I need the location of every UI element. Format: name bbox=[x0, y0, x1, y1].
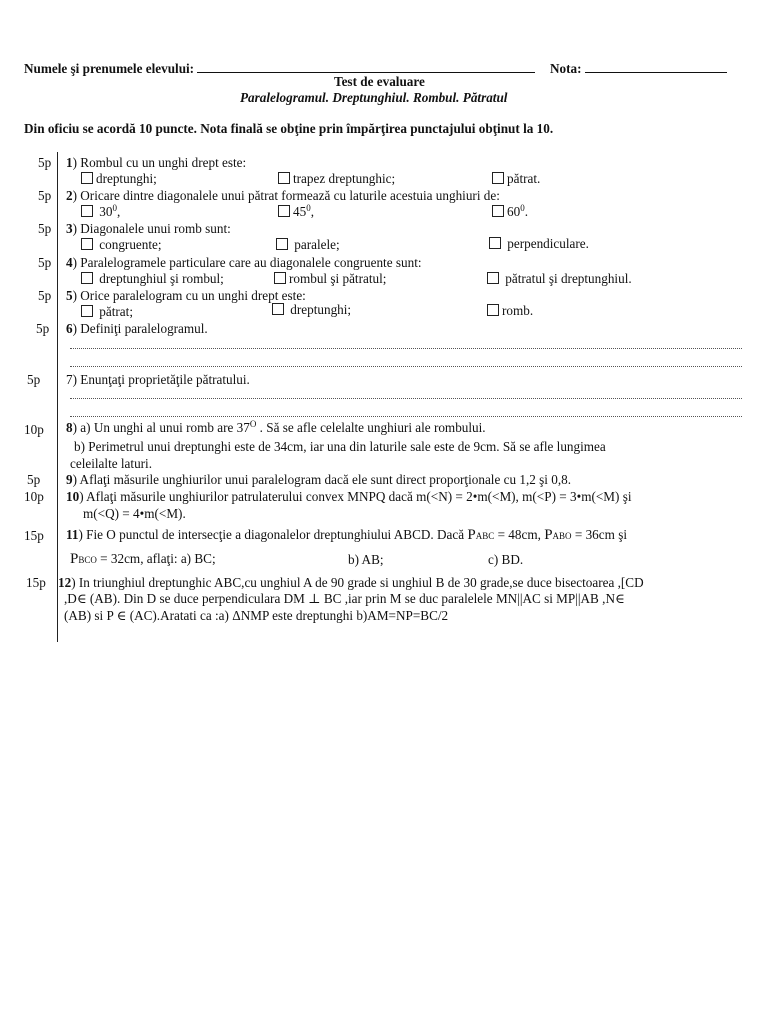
q4-option-c[interactable]: pătratul şi dreptunghiul. bbox=[487, 271, 632, 287]
checkbox-icon[interactable] bbox=[487, 272, 499, 284]
q1-option-b[interactable]: trapez dreptunghic; bbox=[278, 171, 395, 187]
answer-line[interactable] bbox=[70, 416, 742, 417]
question-10: 10) Aflaţi măsurile unghiurilor patrulaterului convex MNPQ dacă m(<N) = 2•m(<M), m(<P) = 3•m(<M) şi bbox=[66, 489, 632, 504]
question-8b-cont: celeilalte laturi. bbox=[70, 456, 153, 471]
question-5: 5) Orice paralelogram cu un unghi drept este: bbox=[66, 288, 306, 303]
checkbox-icon[interactable] bbox=[489, 237, 501, 249]
question-8b: b) Perimetrul unui dreptunghi este de 34cm, iar una din laturile sale este de 9cm. Să se afle lungimea bbox=[74, 439, 606, 454]
answer-line[interactable] bbox=[70, 366, 742, 367]
question-6: 6) Definiţi paralelogramul. bbox=[66, 321, 208, 336]
question-11: 11) Fie O punctul de intersecţie a diagonalelor dreptunghiului ABCD. Dacă PABC = 48cm, PABO = 36cm şi bbox=[66, 527, 627, 543]
question-11-c: c) BD. bbox=[488, 552, 524, 567]
grade-label: Nota: bbox=[550, 61, 727, 77]
student-name-label: Numele şi prenumele elevului: bbox=[24, 61, 535, 77]
question-7: 7) Enunţaţi proprietăţile pătratului. bbox=[66, 372, 250, 387]
q2-option-c[interactable]: $60^0$. bbox=[492, 204, 528, 220]
points-q1: 5p bbox=[38, 155, 52, 170]
question-12: 12) In triunghiul dreptunghic ABC,cu unghiul A de 90 grade si unghiul B de 30 grade,se duce bisectoarea ,[CD bbox=[58, 575, 644, 590]
points-q6: 5p bbox=[36, 321, 50, 336]
points-q11: 15p bbox=[24, 528, 44, 543]
points-q8: 10p bbox=[24, 422, 44, 437]
q2-option-a[interactable]: $30^0$, bbox=[81, 204, 120, 220]
q5-option-a[interactable]: pătrat; bbox=[81, 304, 133, 320]
question-11-cont: PBCO = 32cm, aflaţi: a) BC; bbox=[70, 551, 216, 567]
grade-line[interactable] bbox=[585, 61, 727, 73]
question-12-cont1: ,D∈ (AB). Din D se duce perpendiculara DM ⊥ BC ,iar prin M se duc paralelele MN||AC si MP||AB ,N∈ bbox=[64, 591, 625, 606]
checkbox-icon[interactable] bbox=[492, 205, 504, 217]
question-12-cont2: (AB) si P ∈ (AC).Aratati ca :a) ΔNMP este dreptunghi b)AM=NP=BC/2 bbox=[64, 608, 449, 623]
instructions: Din oficiu se acordă 10 puncte. Nota finală se obţine prin împărţirea punctajului obţinut la 10. bbox=[24, 121, 554, 136]
test-subtitle: Paralelogramul. Dreptunghiul. Rombul. Pătratul bbox=[240, 90, 508, 105]
test-title: Test de evaluare bbox=[334, 74, 425, 89]
checkbox-icon[interactable] bbox=[81, 305, 93, 317]
checkbox-icon[interactable] bbox=[487, 304, 499, 316]
q3-option-b[interactable]: paralele; bbox=[276, 237, 340, 253]
q2-option-b[interactable]: $45^0$, bbox=[278, 204, 314, 220]
points-q7: 5p bbox=[27, 372, 41, 387]
checkbox-icon[interactable] bbox=[278, 205, 290, 217]
question-8a: 8) a) Un unghi al unui romb are $37^O$ . Să se afle celelalte unghiuri ale rombului. bbox=[66, 419, 486, 435]
checkbox-icon[interactable] bbox=[278, 172, 290, 184]
points-q10: 10p bbox=[24, 489, 44, 504]
points-q3: 5p bbox=[38, 221, 52, 236]
answer-line[interactable] bbox=[70, 348, 742, 349]
question-1: 1) Rombul cu un unghi drept este: bbox=[66, 155, 247, 170]
checkbox-icon[interactable] bbox=[81, 238, 93, 250]
q3-option-a[interactable]: congruente; bbox=[81, 237, 162, 253]
checkbox-icon[interactable] bbox=[272, 303, 284, 315]
checkbox-icon[interactable] bbox=[81, 172, 93, 184]
margin-line bbox=[57, 152, 58, 642]
question-11-b: b) AB; bbox=[348, 552, 384, 567]
checkbox-icon[interactable] bbox=[81, 205, 93, 217]
question-9: 9) Aflaţi măsurile unghiurilor unui paralelogram dacă ele sunt direct proporţionale cu 1,2 şi 0,8. bbox=[66, 472, 572, 487]
question-10-cont: m(<Q) = 4•m(<M). bbox=[83, 506, 186, 521]
points-q12: 15p bbox=[26, 575, 46, 590]
question-3: 3) Diagonalele unui romb sunt: bbox=[66, 221, 231, 236]
checkbox-icon[interactable] bbox=[276, 238, 288, 250]
checkbox-icon[interactable] bbox=[81, 272, 93, 284]
question-4: 4) Paralelogramele particulare care au diagonalele congruente sunt: bbox=[66, 255, 422, 270]
answer-line[interactable] bbox=[70, 398, 742, 399]
points-q9: 5p bbox=[27, 472, 41, 487]
q4-option-b[interactable]: rombul şi pătratul; bbox=[274, 271, 386, 287]
student-name-line[interactable] bbox=[197, 61, 535, 73]
q1-option-a[interactable]: dreptunghi; bbox=[81, 171, 157, 187]
q1-option-c[interactable]: pătrat. bbox=[492, 171, 540, 187]
q5-option-b[interactable]: dreptunghi; bbox=[272, 302, 351, 318]
points-q5: 5p bbox=[38, 288, 52, 303]
checkbox-icon[interactable] bbox=[492, 172, 504, 184]
points-q4: 5p bbox=[38, 255, 52, 270]
q4-option-a[interactable]: dreptunghiul şi rombul; bbox=[81, 271, 224, 287]
points-q2: 5p bbox=[38, 188, 52, 203]
question-2: 2) Oricare dintre diagonalele unui pătrat formează cu laturile acestuia unghiuri de: bbox=[66, 188, 500, 203]
checkbox-icon[interactable] bbox=[274, 272, 286, 284]
q3-option-c[interactable]: perpendiculare. bbox=[489, 236, 589, 252]
q5-option-c[interactable]: romb. bbox=[487, 303, 533, 319]
